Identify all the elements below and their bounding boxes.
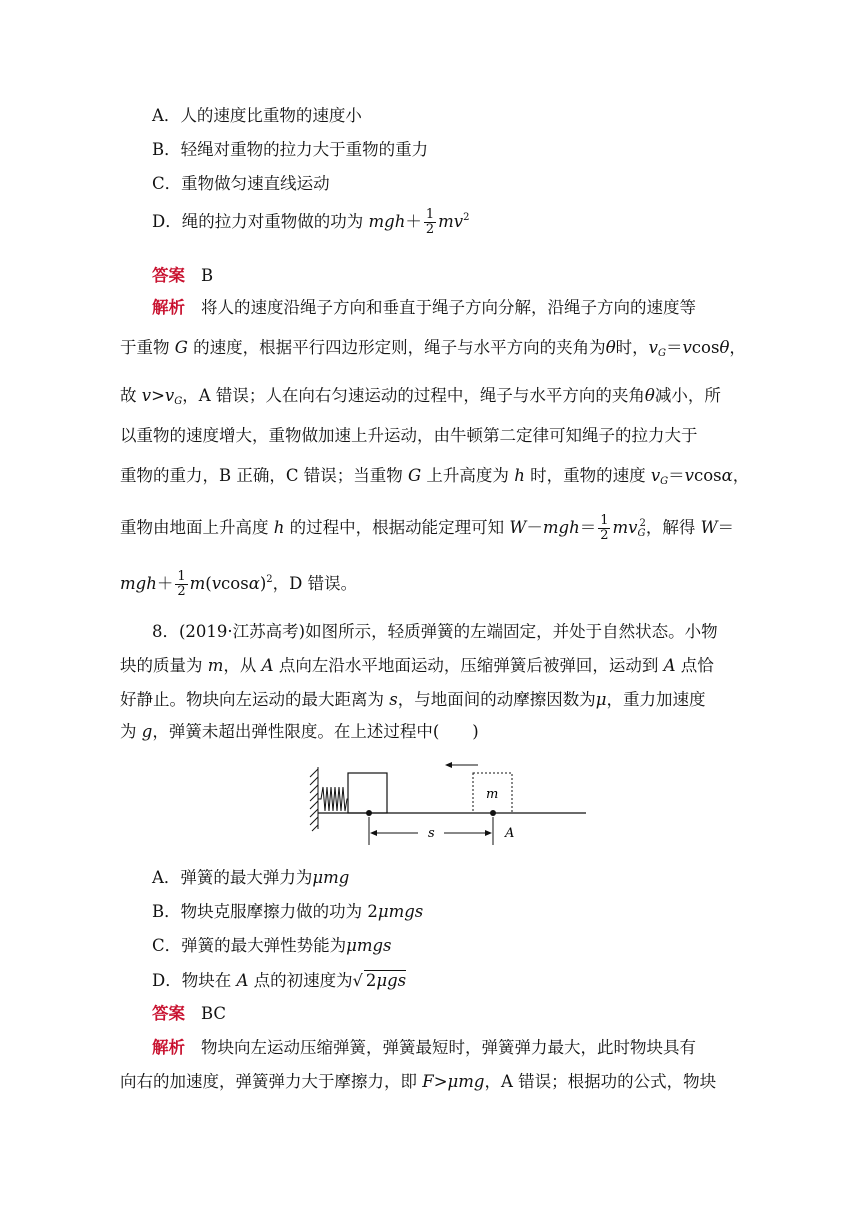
- block-label: m: [486, 787, 499, 802]
- fraction-half: $\frac{1}{2}$: [425, 207, 435, 237]
- spring-block-figure: [300, 757, 590, 849]
- q7-a6-pre: 重物由地面上升高度: [120, 518, 274, 537]
- q7-option-c-text: C．重物做匀速直线运动: [152, 174, 330, 193]
- q8-stem-1: 8．(2019·江苏高考)如图所示，轻质弹簧的左端固定，并处于自然状态。小物: [152, 622, 718, 641]
- spring: [318, 787, 348, 811]
- q7-option-a-text: A．人的速度比重物的速度小: [152, 106, 362, 125]
- q8-stem2-post: 点向左沿水平地面运动，压缩弹簧后被弹回，运动到: [273, 656, 664, 675]
- q7-a3-post: 减小，所: [654, 386, 721, 405]
- q8-stem2-pre: 块的质量为: [120, 656, 208, 675]
- wall-hatch: [310, 767, 318, 831]
- q8-stem2-mid: ，从: [223, 656, 262, 675]
- q7-analysis-line-2: 于重物 G 的速度，根据平行四边形定则，绳子与水平方向的夹角为θ时，$v_G=vcos\theta$，: [120, 338, 746, 359]
- q8-answer: [152, 1004, 226, 1024]
- answer-value: B: [201, 266, 214, 285]
- q8-stem3-post: ，重力加速度: [606, 690, 706, 709]
- q8-analysis-text-1: 物块向左运动压缩弹簧，弹簧最短时，弹簧弹力最大，此时物块具有: [201, 1038, 696, 1057]
- q7-a5-pre: 重物的重力，B 正确，C 错误；当重物: [120, 466, 408, 485]
- q8-option-b: B．物块克服摩擦力做的功为 2μmgs: [152, 902, 424, 921]
- q8-analysis-line-2: 向右的加速度，弹簧弹力大于摩擦力，即 F>μmg，A 错误；根据功的公式，物块: [120, 1072, 717, 1091]
- q7-analysis-line-5: 重物的重力，B 正确，C 错误；当重物 G 上升高度为 h 时，重物的速度 $v_G=vcos\alpha$，: [120, 466, 750, 487]
- q7-option-d: D．绳的拉力对重物做的功为 mgh＋ $\frac{1}{2}$ $mv^2$: [152, 207, 470, 237]
- q7-analysis-line-1: [152, 298, 696, 318]
- motion-arrow: [445, 762, 478, 768]
- q8-option-d-mid: 点的初速度为: [248, 971, 353, 990]
- q7-a2-pre: 于重物: [120, 338, 175, 357]
- q7-a2-mid: 的速度，根据平行四边形定则，绳子与水平方向的夹角为: [187, 338, 606, 357]
- block-compressed: [348, 773, 387, 813]
- q8-stem-line-2: 块的质量为 m，从 A 点向左沿水平地面运动，压缩弹簧后被弹回，运动到 A 点恰: [120, 656, 714, 675]
- q7-a3-mid: ，A 错误；人在向右匀速运动的过程中，绳子与水平方向的夹角: [182, 386, 645, 405]
- q8-option-d: D．物块在 A 点的初速度为√ 2μgs: [152, 971, 407, 990]
- answer-label: 答案: [152, 1004, 185, 1023]
- q8-option-a: A．弹簧的最大弹力为μmg: [152, 868, 350, 887]
- q8-option-b-text: B．物块克服摩擦力做的功为 2: [152, 902, 378, 921]
- fraction-half: $\frac{1}{2}$: [177, 569, 186, 599]
- q7-option-a: [152, 106, 362, 126]
- q8-stem3-mid: ，与地面间的动摩擦因数为: [397, 690, 596, 709]
- start-dot: [366, 810, 372, 816]
- q7-a7-post: ，D 错误。: [272, 574, 358, 593]
- q7-analysis-line-6: 重物由地面上升高度 h 的过程中，根据动能定理可知 W－mgh＝ $\frac{1}{2}$ $mv_G^2$，解得 W＝: [120, 513, 735, 543]
- q8-a2-pre: 向右的加速度，弹簧弹力大于摩擦力，即: [120, 1072, 423, 1091]
- q8-option-a-text: A．弹簧的最大弹力为: [152, 868, 313, 887]
- q8-option-d-pre: D．物块在: [152, 971, 237, 990]
- answer-value: BC: [201, 1004, 227, 1023]
- q8-stem3-pre: 好静止。物块向左运动的最大距离为: [120, 690, 390, 709]
- q7-option-b: [152, 140, 428, 160]
- q8-stem-line-1: [152, 622, 718, 642]
- q7-analysis-line-4: [120, 426, 698, 446]
- q7-option-d-text: D．绳的拉力对重物做的功为: [152, 212, 369, 231]
- answer-label: 答案: [152, 266, 185, 285]
- q8-analysis-line-1: [152, 1038, 696, 1058]
- q8-option-c: C．弹簧的最大弹性势能为μmgs: [152, 936, 392, 955]
- q8-stem-line-3: 好静止。物块向左运动的最大距离为 s，与地面间的动摩擦因数为μ，重力加速度: [120, 690, 706, 709]
- q8-stem-line-4: 为 g，弹簧未超出弹性限度。在上述过程中( ): [120, 722, 479, 741]
- q7-a6-post: ，解得: [645, 518, 701, 537]
- q7-a5-mid: 上升高度为: [421, 466, 515, 485]
- fraction-half: $\frac{1}{2}$: [600, 513, 609, 543]
- q7-a5-mid2: 时，重物的速度: [524, 466, 651, 485]
- q8-stem4-pre: 为: [120, 722, 142, 741]
- q7-option-c: [152, 174, 330, 194]
- q7-analysis-line-7: mgh＋ $\frac{1}{2}$ $m(vcos\alpha)^2$，D 错误。: [120, 569, 358, 599]
- q7-analysis-text-1: 将人的速度沿绳子方向和垂直于绳子方向分解，沿绳子方向的速度等: [201, 298, 696, 317]
- q8-a2-post: ，A 错误；根据功的公式，物块: [484, 1072, 717, 1091]
- q7-option-b-text: B．轻绳对重物的拉力大于重物的重力: [152, 140, 429, 159]
- analysis-label: 解析: [152, 1038, 185, 1057]
- point-a-label: A: [505, 826, 515, 841]
- q7-answer: [152, 266, 213, 286]
- q7-a3-pre: 故: [120, 386, 142, 405]
- sqrt-expression: 2μgs: [365, 971, 407, 990]
- q8-option-c-text: C．弹簧的最大弹性势能为: [152, 936, 347, 955]
- q8-stem4-post: ，弹簧未超出弹性限度。在上述过程中( ): [152, 722, 479, 741]
- analysis-label: 解析: [152, 298, 185, 317]
- q7-a4: 以重物的速度增大，重物做加速上升运动，由牛顿第二定律可知绳子的拉力大于: [120, 426, 698, 445]
- point-a-dot: [490, 810, 496, 816]
- distance-label: s: [428, 826, 435, 841]
- q8-stem2-end: 点恰: [675, 656, 714, 675]
- q7-analysis-line-3: 故 $v>v_G$，A 错误；人在向右匀速运动的过程中，绳子与水平方向的夹角θ减小，所: [120, 386, 721, 407]
- q7-a2-post: 时，: [615, 338, 649, 357]
- q7-a6-mid: 的过程中，根据动能定理可知: [284, 518, 510, 537]
